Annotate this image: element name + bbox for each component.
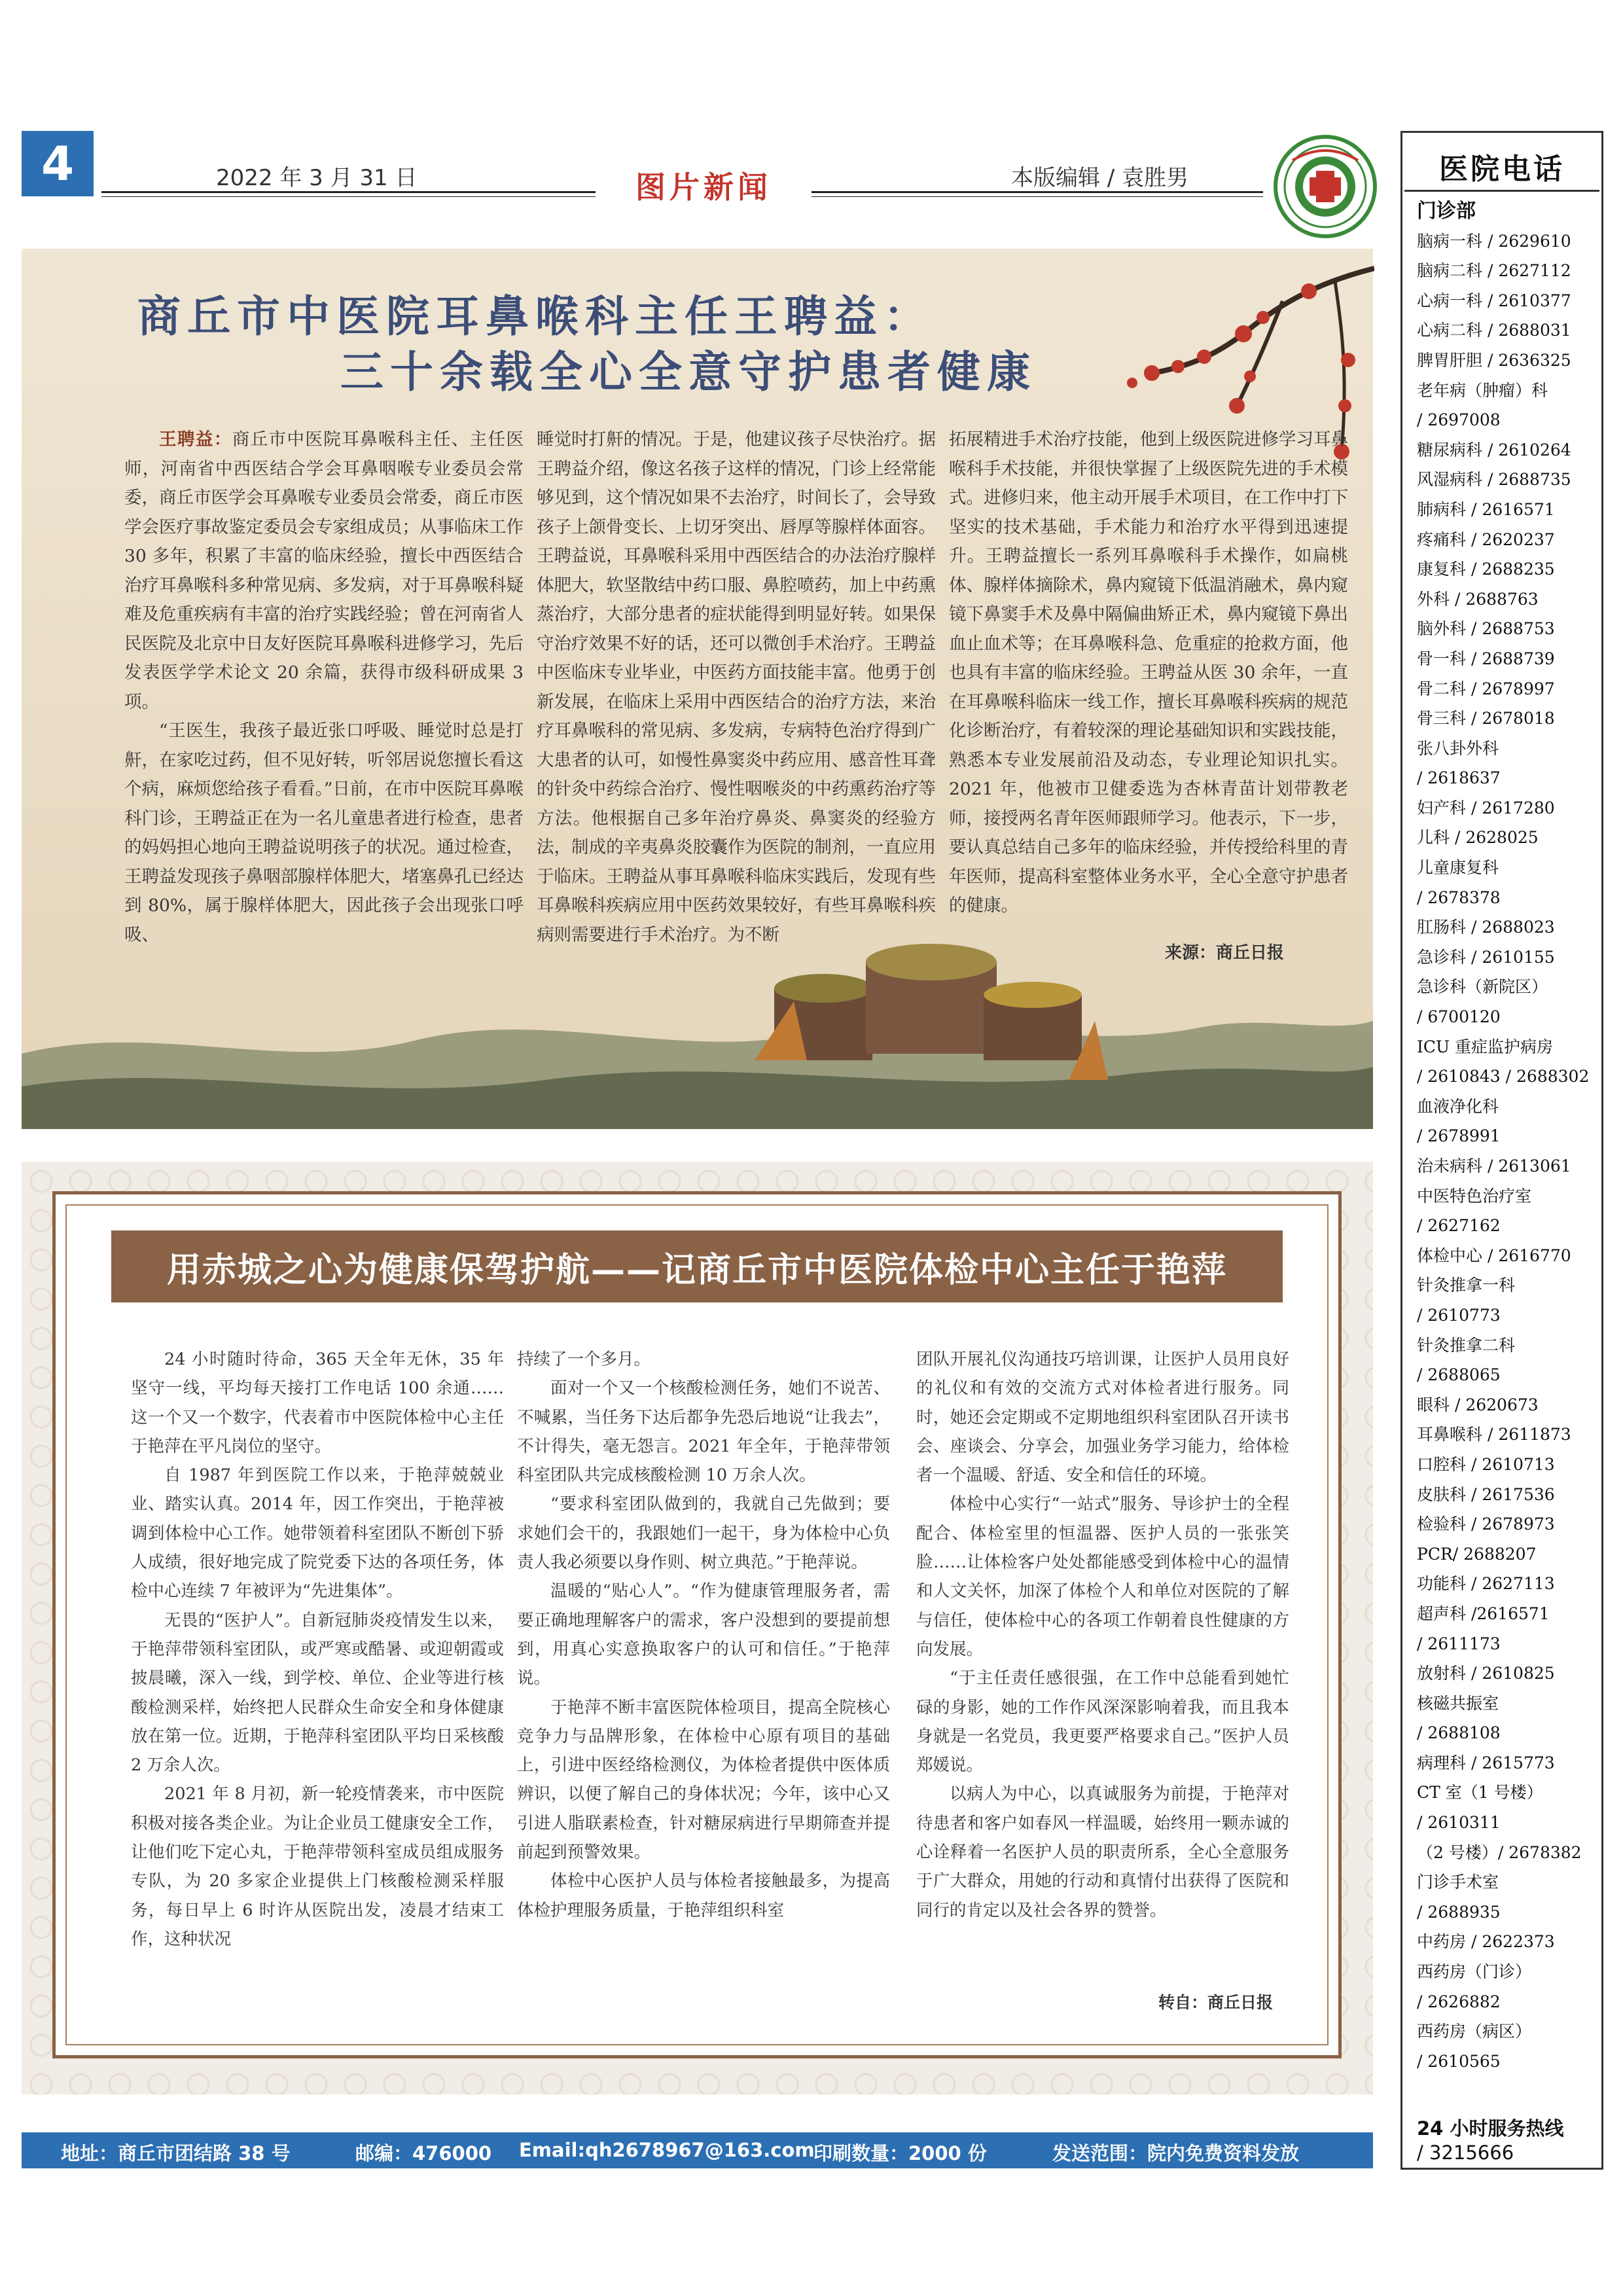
article2-paragraph: 体检中心实行“一站式”服务、导诊护士的全程配合、体检室里的恒温器、医护人员的一张张笑脸……让体检客户处处都能感受到体检中心的温情和人文关怀，加深了体检个人和单位对医院的了解与信任，使体检中心的各项工作朝着良性健康的方向发展。 <box>916 1494 1289 1659</box>
directory-entry: 治未病科 / 2613061 <box>1417 1157 1571 1175</box>
directory-entry: / 2610565 <box>1417 2051 1501 2071</box>
article1-column-2 <box>537 425 936 950</box>
footer-print-count: 印刷数量：2000 份 <box>813 2142 987 2164</box>
issue-date: 2022 年 3 月 31 日 <box>216 165 418 191</box>
article2-paragraph: 无畏的“医护人”。自新冠肺炎疫情发生以来，于艳萍带领科室团队，或严寒或酷暑、或迎朝霞或披晨曦，深入一线，到学校、单位、企业等进行核酸检测采样，始终把人民群众生命安全和身体健康放在第一位。近期，于艳萍科室团队平均日采核酸 2 万余人次。 <box>131 1610 504 1776</box>
directory-entry: 脾胃肝胆 / 2636325 <box>1417 350 1571 370</box>
sidebar-rule <box>1404 190 1599 192</box>
article2-paragraph: 以病人为中心，以真诚服务为前提，于艳萍对待患者和客户如春风一样温暖，始终用一颗赤诚的心诠释着一名医护人员的职责所系，全心全意服务于广大群众，用她的行动和真情付出获得了医院和同行的肯定以及社会各界的赞誉。 <box>916 1784 1289 1920</box>
directory-entry: 外科 / 2688763 <box>1417 589 1539 609</box>
article2-paragraph: 温暖的“贴心人”。“作为健康管理服务者，需要正确地理解客户的需求，客户没想到的要提前想到，用真心实意换取客户的认可和信任。”于艳萍说。 <box>517 1581 890 1689</box>
directory-entry: 脑病一科 / 2629610 <box>1417 231 1571 251</box>
hotline-number: / 3215666 <box>1417 2142 1514 2164</box>
article1-paragraph: 拓展精进手术治疗技能，他到上级医院进修学习耳鼻喉科手术技能，并很快掌握了上级医院先进的手术模式。进修归来，他主动开展手术项目，在工作中打下坚实的技术基础，手术能力和治疗水平得到迅速提升。王聘益擅长一系列耳鼻喉科手术操作，如扁桃体、腺样体摘除术，鼻内窥镜下低温消融术，鼻内窥镜下鼻窦手术及鼻中隔偏曲矫正术，鼻内窥镜下鼻出血止血术等；在耳鼻喉科急、危重症的抢救方面，他也具有丰富的临床经验。王聘益从医 30 余年，一直在耳鼻喉科临床一线工作，擅长耳鼻喉科疾病的规范化诊断治疗，有着较深的理论基础知识和实践技能，熟悉本专业发展前沿及动态，专业理论知识扎实。2021 年，他被市卫健委选为杏林青苗计划带教老师，接授两名青年医师跟师学习。他表示，下一步，要认真总结自己多年的临床经验，并传授给科里的青年医师，提高科室整体业务水平，全心全意守护患者的健康。 <box>949 429 1348 916</box>
directory-entry: 口腔科 / 2610713 <box>1417 1454 1555 1474</box>
directory-entry: 检验科 / 2678973 <box>1417 1515 1555 1534</box>
directory-entry: 体检中心 / 2616770 <box>1417 1246 1571 1265</box>
directory-entry: 肺病科 / 2616571 <box>1417 499 1555 519</box>
directory-entry: 血液净化科 <box>1417 1096 1499 1116</box>
directory-entry: / 2611173 <box>1417 1634 1501 1653</box>
directory-entry: 西药房（门诊） <box>1417 1962 1532 1982</box>
article1-column-1 <box>124 425 524 950</box>
directory-entry: 眼科 / 2620673 <box>1417 1395 1539 1414</box>
directory-entry: 皮肤科 / 2617536 <box>1417 1484 1555 1504</box>
directory-entry: 病理科 / 2615773 <box>1417 1753 1555 1772</box>
hotline-label: 24 小时服务热线 <box>1417 2117 1564 2140</box>
article2-paragraph: 持续了一个多月。 <box>517 1350 651 1369</box>
directory-entry: / 2627162 <box>1417 1216 1501 1236</box>
footer-distribution: 发送范围：院内免费资料发放 <box>1052 2142 1300 2164</box>
article2-paragraph: 2021 年 8 月初，新一轮疫情袭来，市中医院积极对接各类企业。为让企业员工健康安全工作，让他们吃下定心丸，于艳萍带领科室成员组成服务专队，为 20 多家企业提供上门核酸检测采样服务，每日早上 6 时许从医院出发，凌晨才结束工作，这种状况 <box>131 1784 504 1949</box>
directory-entry: 疼痛科 / 2620237 <box>1417 529 1555 549</box>
article1-title-line2: 三十余载全心全意守护患者健康 <box>340 346 1037 397</box>
directory-entry: 脑外科 / 2688753 <box>1417 619 1555 639</box>
directory-entry: PCR/ 2688207 <box>1417 1544 1537 1564</box>
article1-paragraph: 睡觉时打鼾的情况。于是，他建议孩子尽快治疗。据王聘益介绍，像这名孩子这样的情况，门诊上经常能够见到，这个情况如果不去治疗，时间长了，会导致孩子上颌骨变长、上切牙突出、唇厚等腺样体面容。王聘益说，耳鼻喉科采用中西医结合的办法治疗腺样体肥大，软坚散结中药口服、鼻腔喷药，加上中药熏蒸治疗，大部分患者的症状能得到明显好转。如果保守治疗效果不好的话，还可以微创手术治疗。王聘益中医临床专业毕业，中医药方面技能丰富。他勇于创新发展，在临床上采用中西医结合的治疗方法，来治疗耳鼻喉科的常见病、多发病，专病特色治疗得到广大患者的认可，如慢性鼻窦炎中药应用、感音性耳聋的针灸中药综合治疗、慢性咽喉炎的中药熏药治疗等方法。他根据自己多年治疗鼻炎、鼻窦炎的经验方法，制成的辛夷鼻炎胶囊作为医院的制剂，一直应用于临床。王聘益从事耳鼻喉科临床实践后，发现有些耳鼻喉科疾病应用中医药效果较好，有些耳鼻喉科疾病则需要进行手术治疗。为不断 <box>537 429 936 945</box>
phone-directory <box>1417 196 1600 2076</box>
directory-entry: 门诊手术室 <box>1417 1873 1499 1892</box>
article2-column-3 <box>916 1345 1289 1925</box>
page-number: 4 <box>22 131 94 196</box>
footer-address: 地址：商丘市团结路 38 号 <box>61 2142 291 2164</box>
directory-entry: / 2688065 <box>1417 1365 1501 1385</box>
directory-entry: 糖尿病科 / 2610264 <box>1417 440 1571 459</box>
article2-paragraph: 于艳萍不断丰富医院体检项目，提高全院核心竞争力与品牌形象，在体检中心原有项目的基础上，引进中医经络检测仪，为体检者提供中医体质辨识，以便了解自己的身体状况；今年，该中心又引进人脂联素检查，针对糖尿病进行早期筛查并提前起到预警效果。 <box>517 1697 890 1863</box>
directory-entry: 骨二科 / 2678997 <box>1417 679 1555 698</box>
article2-paragraph: 24 小时随时待命，365 天全年无休，35 年坚守一线，平均每天接打工作电话 100 余通……这一个又一个数字，代表着市中医院体检中心主任于艳萍在平凡岗位的坚守。 <box>131 1350 504 1456</box>
article2-paragraph: 体检中心医护人员与体检者接触最多，为提高体检护理服务质量，于艳萍组织科室 <box>517 1871 890 1920</box>
article1-column-3 <box>949 425 1348 921</box>
directory-entry: 西药房（病区） <box>1417 2022 1532 2041</box>
directory-entry: （2 号楼）/ 2678382 <box>1417 1842 1582 1862</box>
directory-entry: 中医特色治疗室 <box>1417 1186 1532 1206</box>
footer-postcode: 邮编：476000 <box>355 2142 492 2164</box>
directory-entry: 老年病（肿瘤）科 <box>1417 380 1548 400</box>
section-title: 图片新闻 <box>596 164 812 207</box>
article2-paragraph: “于主任责任感很强，在工作中总能看到她忙碌的身影，她的工作作风深深影响着我，而且我本身就是一名党员，我更要严格要求自己。”医护人员郑媛说。 <box>916 1668 1289 1776</box>
directory-entry: CT 室（1 号楼） <box>1417 1783 1543 1803</box>
footer-email: Email:qh2678967@163.com <box>519 2139 815 2161</box>
directory-entry: 耳鼻喉科 / 2611873 <box>1417 1425 1571 1444</box>
directory-entry: 急诊科 / 2610155 <box>1417 947 1555 967</box>
article2-paragraph: 自 1987 年到医院工作以来，于艳萍兢兢业业、踏实认真。2014 年，因工作突出，于艳萍被调到体检中心工作。她带领着科室团队不断创下骄人成绩，很好地完成了院党委下达的各项任务，体检中心连续 7 年被评为“先进集体”。 <box>131 1465 504 1602</box>
editor-credit: 本版编辑 / 袁胜男 <box>1011 165 1189 191</box>
directory-entry: 肛肠科 / 2688023 <box>1417 918 1555 937</box>
directory-entry: 心病一科 / 2610377 <box>1417 291 1571 310</box>
directory-entry: / 2618637 <box>1417 768 1501 788</box>
directory-entry: / 6700120 <box>1417 1007 1501 1027</box>
article2-column-2 <box>517 1345 890 1925</box>
article1-title-line1: 商丘市中医院耳鼻喉科主任王聘益： <box>137 291 933 342</box>
directory-entry: 中药房 / 2622373 <box>1417 1932 1555 1952</box>
directory-entry: 张八卦外科 <box>1417 738 1499 758</box>
directory-entry: 儿科 / 2628025 <box>1417 828 1539 848</box>
sidebar-title: 医院电话 <box>1439 152 1565 186</box>
directory-entry: 康复科 / 2688235 <box>1417 560 1555 579</box>
article2-paragraph: 团队开展礼仪沟通技巧培训课，让医护人员用良好的礼仪和有效的交流方式对体检者进行服务。同时，她还会定期或不定期地组织科室团队召开读书会、座谈会、分享会，加强业务学习能力，给体检者一个温暖、舒适、安全和信任的环境。 <box>916 1350 1289 1486</box>
directory-entry: 心病二科 / 2688031 <box>1417 321 1571 340</box>
directory-entry: / 2678378 <box>1417 888 1501 907</box>
directory-entry: 功能科 / 2627113 <box>1417 1574 1555 1594</box>
directory-entry: 针灸推拿二科 <box>1417 1335 1516 1355</box>
directory-entry: 超声科 /2616571 <box>1417 1604 1550 1623</box>
directory-heading: 门诊部 <box>1417 200 1476 223</box>
article1-paragraph: 商丘市中医院耳鼻喉科主任、主任医师，河南省中西医结合学会耳鼻咽喉专业委员会常委，商丘市医学会耳鼻喉专业委员会常委，商丘市医学会医疗事故鉴定委员会专家组成员；从事临床工作 30 多年，积累了丰富的临床经验，擅长中西医结合治疗耳鼻喉科多种常见病、多发病，对于耳鼻喉科疑难及危重疾病有丰富的治疗实践经验；曾在河南省人民医院及北京中日友好医院耳鼻喉科进修学习，先后发表医学学术论文 20 余篇，获得市级科研成果 3 项。 <box>124 429 524 712</box>
article2-paragraph: “要求科室团队做到的，我就自己先做到；要求她们会干的，我跟她们一起干，身为体检中心负责人我必须要以身作则、树立典范。”于艳萍说。 <box>517 1494 890 1573</box>
directory-entry: 风湿病科 / 2688735 <box>1417 470 1571 490</box>
directory-entry: / 2610773 <box>1417 1305 1501 1325</box>
directory-entry: 核磁共振室 <box>1417 1693 1499 1713</box>
directory-entry: / 2688108 <box>1417 1723 1501 1743</box>
directory-entry: 骨三科 / 2678018 <box>1417 709 1555 728</box>
directory-entry: / 2610311 <box>1417 1813 1501 1833</box>
directory-entry: / 2678991 <box>1417 1126 1501 1146</box>
directory-entry: 儿童康复科 <box>1417 858 1499 878</box>
hospital-emblem-icon <box>1273 134 1378 239</box>
directory-entry: 急诊科（新院区） <box>1417 977 1548 997</box>
article2-source: 转自：商丘日报 <box>1158 1993 1274 2012</box>
directory-entry: ICU 重症监护病房 <box>1417 1037 1554 1056</box>
directory-entry: 妇产科 / 2617280 <box>1417 798 1555 817</box>
directory-entry: 脑病二科 / 2627112 <box>1417 261 1571 281</box>
directory-entry: 骨一科 / 2688739 <box>1417 649 1555 668</box>
directory-entry: 针灸推拿一科 <box>1417 1276 1516 1295</box>
directory-entry: 放射科 / 2610825 <box>1417 1664 1555 1683</box>
article2-column-1 <box>131 1345 504 1954</box>
article2-paragraph: 面对一个又一个核酸检测任务，她们不说苦、不喊累，当任务下达后都争先恐后地说“让我去”，不计得失，毫无怨言。2021 年全年，于艳萍带领科室团队共完成核酸检测 10 万余人次。 <box>517 1378 890 1486</box>
article1-paragraph: “王医生，我孩子最近张口呼吸、睡觉时总是打鼾，在家吃过药，但不见好转，听邻居说您擅长看这个病，麻烦您给孩子看看。”日前，在市中医院耳鼻喉科门诊，王聘益正在为一名儿童患者进行检查，患者的妈妈担心地向王聘益说明孩子的状况。通过检查，王聘益发现孩子鼻咽部腺样体肥大，堵塞鼻孔已经达到 80%，属于腺样体肥大，因此孩子会出现张口呼吸、 <box>124 721 524 945</box>
directory-entry: / 2610843 / 2688302 <box>1417 1067 1590 1086</box>
footer-bar <box>22 2132 1373 2168</box>
directory-entry: / 2626882 <box>1417 1992 1501 2011</box>
article1-subject-name: 王聘益： <box>159 429 232 450</box>
directory-entry: / 2688935 <box>1417 1902 1501 1922</box>
directory-entry: / 2697008 <box>1417 410 1501 430</box>
article2-title: 用赤城之心为健康保驾护航——记商丘市中医院体检中心主任于艳萍 <box>111 1230 1283 1302</box>
article1-source: 来源：商丘日报 <box>1165 943 1285 963</box>
